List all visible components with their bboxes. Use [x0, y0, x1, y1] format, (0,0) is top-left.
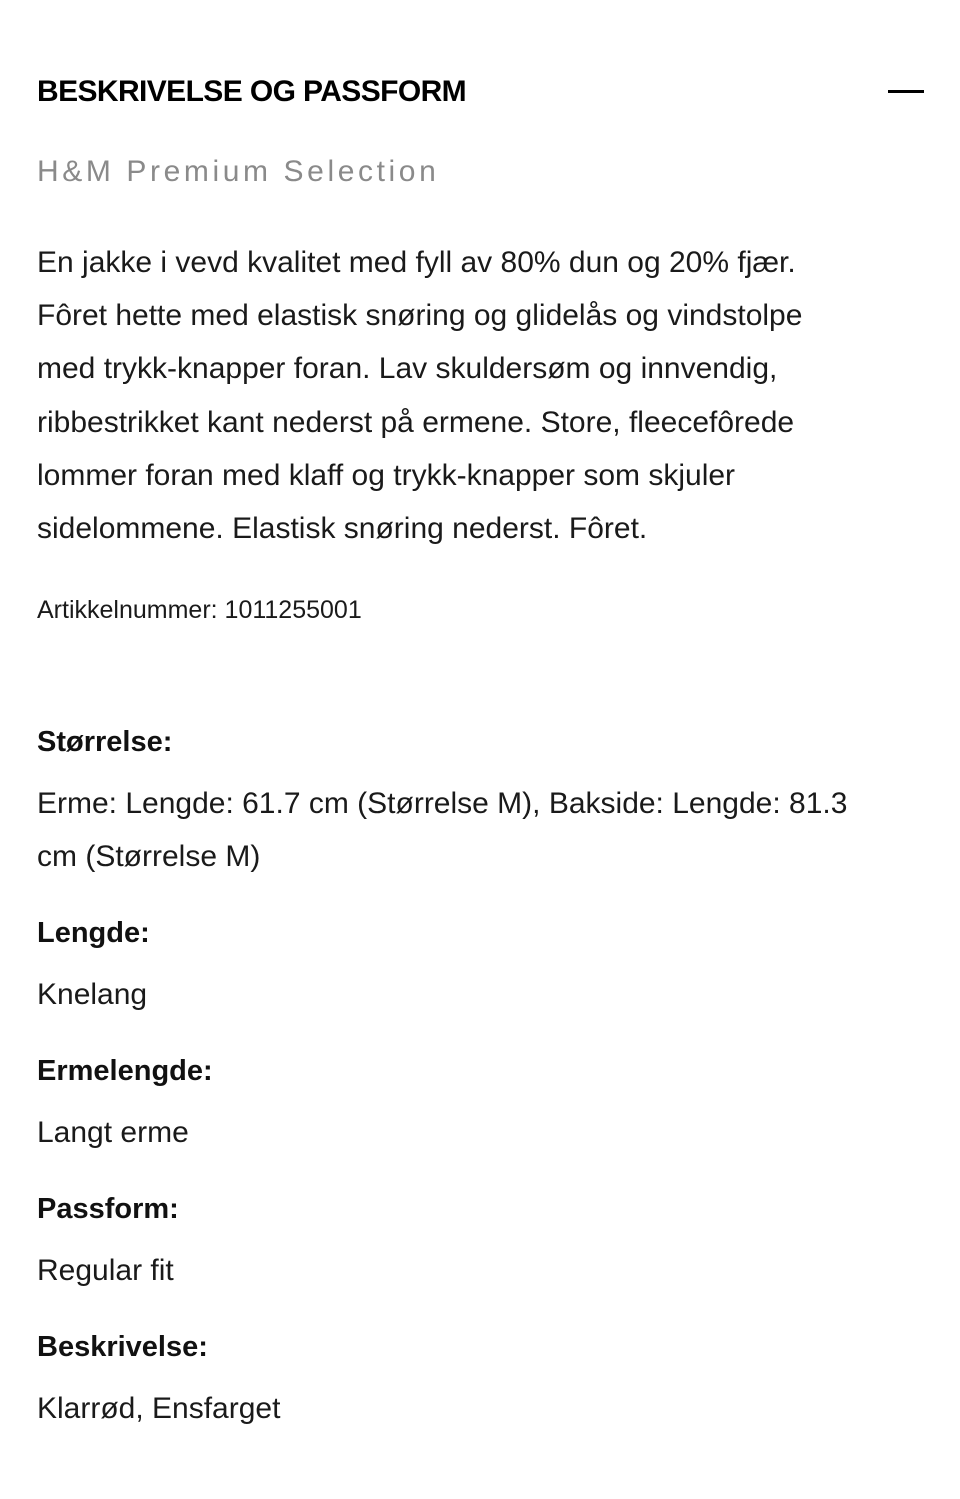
spec-value: Klarrød, Ensfarget: [37, 1392, 281, 1425]
spec-label: Ermelengde:: [37, 1055, 213, 1087]
collapse-minus-icon[interactable]: [888, 76, 924, 106]
description-line: lommer foran med klaff og trykk-knapper som skjuler: [37, 458, 736, 492]
spec-length: [37, 913, 930, 1021]
spec-label: Passform:: [37, 1193, 179, 1225]
spec-value-line: Erme: Lengde: 61.7 cm (Størrelse M), Bakside: Lengde: 81.3: [37, 787, 848, 820]
spec-description: [37, 1327, 930, 1435]
product-description: [37, 236, 802, 555]
article-number: Artikkelnummer: 1011255001: [37, 596, 362, 624]
spec-list: [37, 722, 930, 1465]
spec-value: [37, 777, 930, 883]
spec-value: Knelang: [37, 978, 148, 1011]
spec-label: Beskrivelse:: [37, 1331, 208, 1363]
description-line: ribbestrikket kant nederst på ermene. Store, fleecefôrede: [37, 405, 795, 439]
spec-sleeve-length: [37, 1051, 930, 1159]
spec-size: [37, 722, 930, 883]
description-line: En jakke i vevd kvalitet med fyll av 80% dun og 20% fjær.: [37, 246, 796, 279]
spec-value-line: cm (Størrelse M): [37, 840, 261, 873]
section-title: BESKRIVELSE OG PASSFORM: [37, 75, 467, 108]
spec-value: Regular fit: [37, 1254, 174, 1287]
description-line: Fôret hette med elastisk snøring og glidelås og vindstolpe: [37, 299, 803, 333]
description-line: med trykk-knapper foran. Lav skuldersøm og innvendig,: [37, 352, 778, 386]
section-header[interactable]: [37, 72, 924, 112]
spec-fit: [37, 1189, 930, 1297]
description-line: sidelommene. Elastisk snøring nederst. Fôret.: [37, 512, 648, 546]
spec-label: Størrelse:: [37, 726, 173, 758]
brand-name: H&M Premium Selection: [37, 155, 440, 188]
spec-label: Lengde:: [37, 917, 150, 949]
spec-value: Langt erme: [37, 1116, 189, 1149]
